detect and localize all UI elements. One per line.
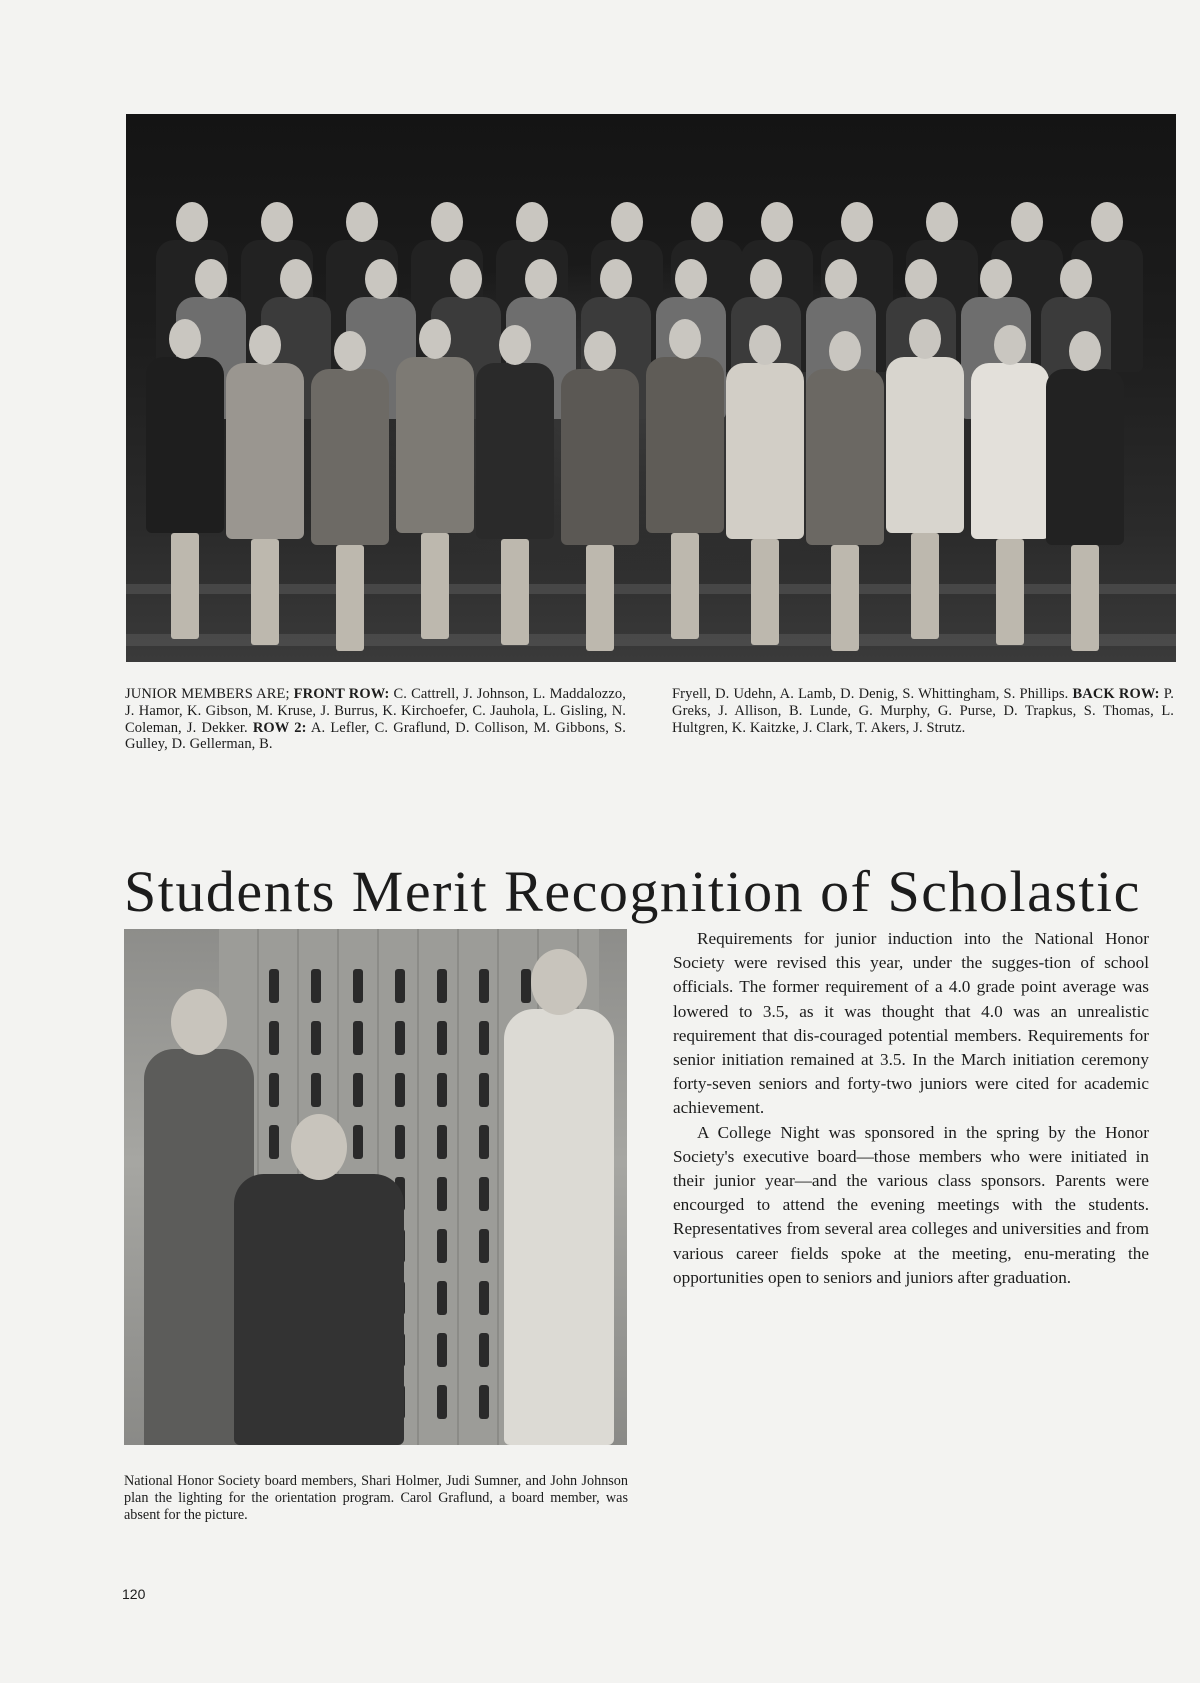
row2-names-continued: Fryell, D. Udehn, A. Lamb, D. Denig, S. Whittingham, S. Phillips. xyxy=(672,686,1073,702)
panel-switch xyxy=(479,1073,489,1107)
person-figure xyxy=(146,319,224,639)
caption-intro: JUNIOR MEMBERS ARE; xyxy=(125,686,294,702)
page-number: 120 xyxy=(122,1586,146,1602)
panel-switch xyxy=(395,969,405,1003)
panel-switch xyxy=(437,1177,447,1211)
person-figure xyxy=(561,331,639,651)
panel-switch xyxy=(395,1021,405,1055)
panel-switch xyxy=(395,1073,405,1107)
panel-switch xyxy=(353,1073,363,1107)
photo-caption: National Honor Society board members, Shari Holmer, Judi Sumner, and John Johnson plan the lighting for the orientation program. Carol Graflund, a board member, was absent for the picture. xyxy=(124,1473,628,1524)
row2-label: ROW 2: xyxy=(252,719,307,736)
panel-switch xyxy=(437,1021,447,1055)
person-figure xyxy=(311,331,389,651)
panel-switch xyxy=(479,1385,489,1419)
panel-switch xyxy=(437,1281,447,1315)
row2-names: A. Lefler, C. Graflund, D. Collison, M. Gibbons, S. Gulley, D. Gellerman, B. xyxy=(125,719,626,753)
panel-switch xyxy=(437,1125,447,1159)
panel-switch xyxy=(479,1021,489,1055)
person-figure xyxy=(646,319,724,639)
panel-switch xyxy=(479,1281,489,1315)
panel-switch xyxy=(353,969,363,1003)
panel-switch xyxy=(479,1333,489,1367)
person-figure xyxy=(1046,331,1124,651)
panel-switch xyxy=(479,969,489,1003)
panel-switch xyxy=(437,1073,447,1107)
panel-switch xyxy=(269,1021,279,1055)
person-figure xyxy=(476,325,554,645)
person-figure xyxy=(504,949,614,1445)
panel-switch xyxy=(479,1229,489,1263)
front-row-names: C. Cattrell, J. Johnson, L. Maddalozzo, J. Hamor, K. Gibson, M. Kruse, J. Burrus, K. Kirchoefer, C. Jauhola, L. Gisling, N. Coleman, J. Dekker. xyxy=(125,686,626,736)
panel-switch xyxy=(437,1333,447,1367)
panel-switch xyxy=(479,1177,489,1211)
person-figure xyxy=(726,325,804,645)
panel-switch xyxy=(437,1229,447,1263)
panel-switch xyxy=(311,1073,321,1107)
panel-switch xyxy=(437,1385,447,1419)
back-row-label: BACK ROW: xyxy=(1072,686,1160,702)
person-figure xyxy=(234,1114,404,1445)
panel-switch xyxy=(311,1021,321,1055)
person-figure xyxy=(886,319,964,639)
article-body xyxy=(673,927,1149,1290)
body-paragraph: A College Night was sponsored in the spring by the Honor Society's executive board—those members who were initiated in their junior year—and the various class sponsors. Parents were encourged to attend the evening meetings with the students. Representatives from several area colleges and universities and from various career fields spoke at the meeting, enu-merating the opportunities open to seniors and juniors after graduation. xyxy=(673,1122,1149,1287)
board-photo xyxy=(124,929,627,1445)
body-paragraph: Requirements for junior induction into the National Honor Society were revised this year, under the sugges-tion of school officials. The former requirement of a 4.0 grade point average was lowered to 3.5, as it was thought that 4.0 was an unrealistic requirement that dis-couraged potential members. Requirements for senior initiation remained at 3.5. In the March initiation ceremony forty-seven seniors and forty-two juniors were cited for academic achievement. xyxy=(673,929,1149,1118)
headline: Students Merit Recognition of Scholastic xyxy=(124,858,1141,924)
panel-switch xyxy=(269,1073,279,1107)
group-caption-right xyxy=(672,686,1174,736)
front-row-label: FRONT ROW: xyxy=(293,686,390,702)
person-figure xyxy=(971,325,1049,645)
group-photo xyxy=(126,114,1176,662)
panel-switch xyxy=(269,969,279,1003)
panel-switch xyxy=(479,1125,489,1159)
back-row-names: P. Greks, J. Allison, B. Lunde, G. Murphy, G. Purse, D. Trapkus, S. Thomas, L. Hultgren, K. Kaitzke, J. Clark, T. Akers, J. Strutz. xyxy=(672,686,1174,736)
panel-switch xyxy=(437,969,447,1003)
group-caption-left xyxy=(125,686,626,753)
person-figure xyxy=(806,331,884,651)
panel-switch xyxy=(311,969,321,1003)
person-figure xyxy=(396,319,474,639)
panel-switch xyxy=(353,1021,363,1055)
person-figure xyxy=(226,325,304,645)
